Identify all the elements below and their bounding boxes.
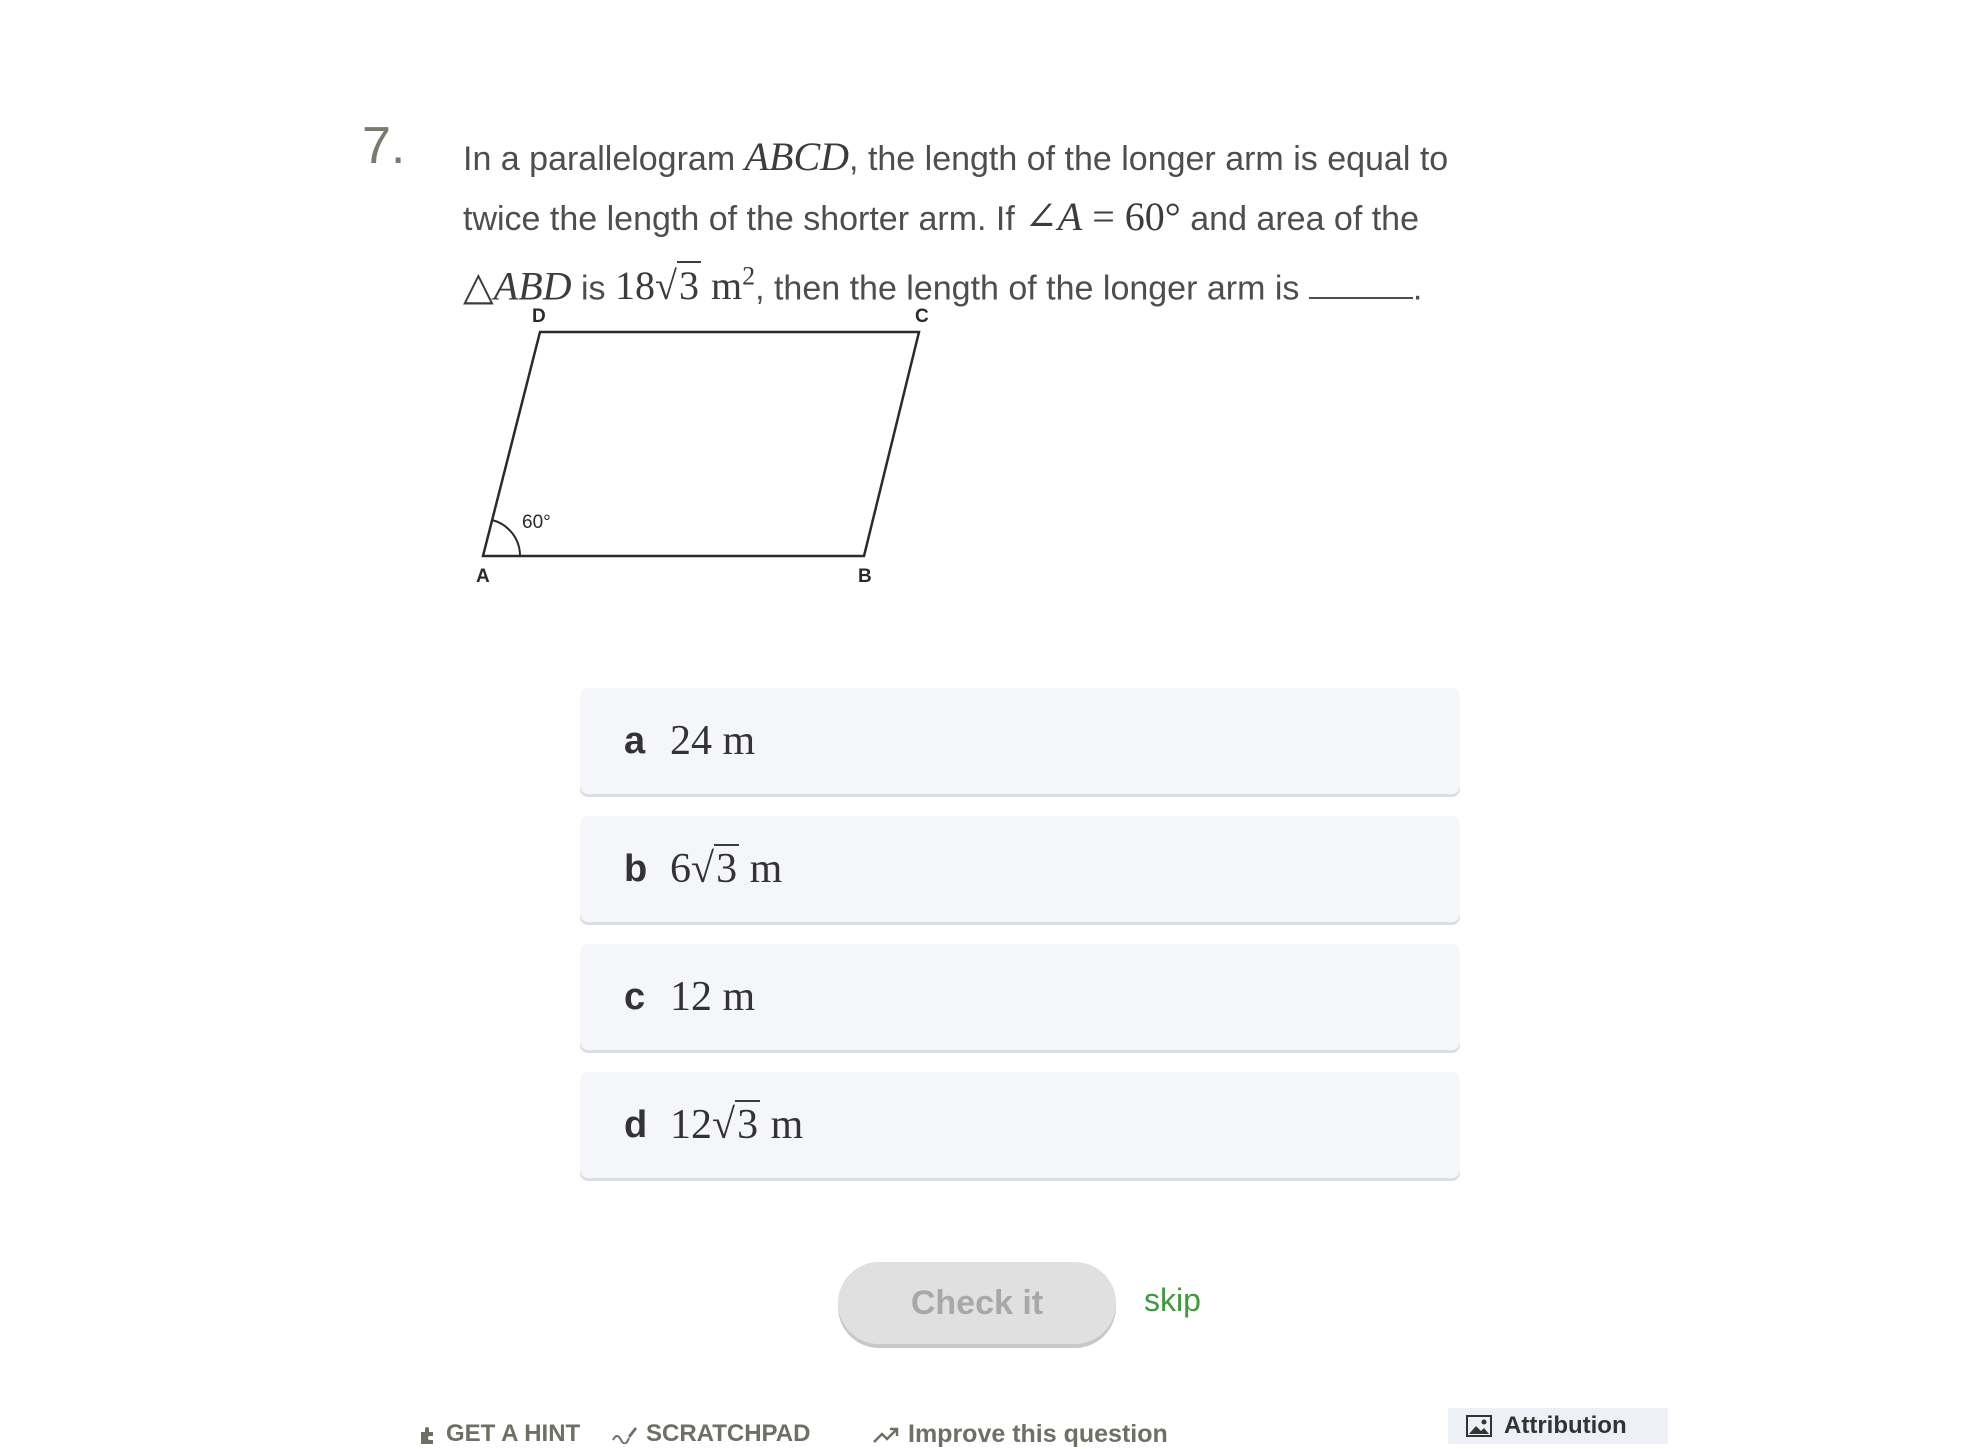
scratchpad-label: SCRATCHPAD [646, 1420, 811, 1447]
attribution-label: Attribution [1504, 1412, 1627, 1439]
option-value [670, 717, 755, 765]
option-letter: c [624, 975, 646, 1018]
radicand: 3 [678, 263, 699, 309]
check-it-button[interactable]: Check it [838, 1262, 1116, 1344]
answer-options [580, 688, 1460, 1200]
sqrt-symbol: √3 [712, 1102, 759, 1148]
option-value-text: 12 m [670, 974, 756, 1020]
vertex-label-a: A [476, 566, 490, 587]
radicand: 3 [737, 1102, 759, 1148]
option-d[interactable] [580, 1072, 1460, 1178]
option-c[interactable] [580, 944, 1460, 1050]
question-text-segment: and area of the [1190, 200, 1419, 238]
option-unit: m [760, 1102, 804, 1148]
question-text-segment: , the length of the longer arm is equal to [849, 140, 1449, 178]
angle-label: 60° [522, 512, 551, 533]
vertex-label-d: D [532, 306, 546, 327]
option-letter: d [624, 1103, 648, 1146]
vertex-label-c: C [915, 306, 929, 327]
option-value [670, 1101, 803, 1149]
parallelogram-figure [460, 300, 960, 600]
option-letter: b [624, 847, 648, 890]
option-unit: m [739, 846, 783, 892]
sqrt-symbol: √3 [655, 263, 699, 309]
question-line-1 [463, 128, 1523, 188]
angle-a: ∠A [1024, 194, 1083, 239]
option-value-text: 6 [670, 846, 691, 892]
option-value-text: 24 m [670, 718, 756, 764]
vertex-label-b: B [858, 566, 872, 587]
option-value [670, 845, 782, 893]
image-icon [1466, 1415, 1492, 1437]
question-number: 7. [362, 117, 406, 175]
angle-value: = 60° [1082, 194, 1181, 239]
radicand: 3 [716, 846, 738, 892]
answer-blank [1309, 267, 1413, 299]
option-value-text: 12 [670, 1102, 712, 1148]
question-text [463, 128, 1523, 317]
sqrt-symbol: √3 [691, 846, 738, 892]
angle-arc [492, 520, 520, 556]
question-text-segment: . [1412, 269, 1423, 308]
pencil-scribble-icon [612, 1424, 638, 1444]
puzzle-icon [418, 1424, 438, 1444]
triangle-name: ABD [493, 263, 572, 309]
option-a[interactable] [580, 688, 1460, 794]
area-coefficient: 18 [615, 263, 655, 309]
question-text-segment: twice the length of the shorter arm. If [463, 200, 1015, 238]
footer-toolbar [0, 1420, 1968, 1448]
option-b[interactable] [580, 816, 1460, 922]
area-exponent: 2 [742, 262, 756, 291]
skip-link[interactable]: skip [1144, 1282, 1201, 1318]
get-a-hint-label: GET A HINT [446, 1420, 581, 1447]
trending-up-icon [872, 1425, 900, 1445]
area-unit: m [700, 263, 743, 309]
option-value [670, 973, 755, 1021]
triangle-symbol: △ [463, 263, 494, 309]
question-line-2 [463, 188, 1523, 248]
improve-question-label: Improve this question [908, 1420, 1168, 1448]
attribution-button[interactable] [1448, 1408, 1668, 1444]
question-text-segment: is [580, 269, 606, 308]
improve-question-button[interactable] [872, 1420, 1168, 1449]
parallelogram-name: ABCD [744, 134, 850, 179]
question-text-segment: In a parallelogram [463, 140, 736, 178]
option-letter: a [624, 719, 646, 762]
question-text-segment: , then the length of the longer arm is [755, 269, 1300, 308]
